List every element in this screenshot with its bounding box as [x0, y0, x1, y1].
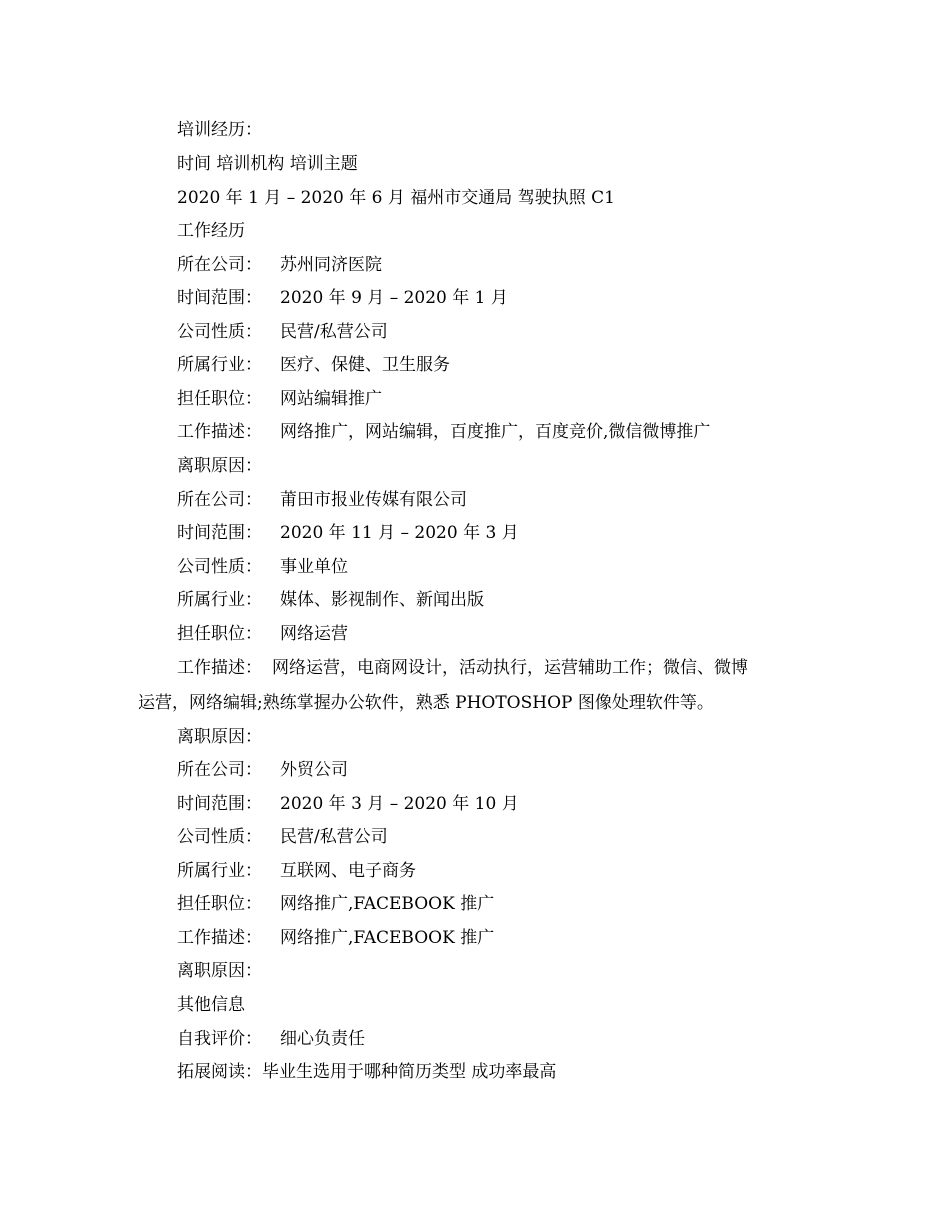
- desc-label: 工作描述：: [177, 422, 262, 442]
- nature-label: 公司性质：: [177, 827, 262, 847]
- job2-nature-row: [177, 555, 348, 579]
- training-heading: 培训经历：: [177, 120, 262, 140]
- job3-period-row: [177, 792, 519, 816]
- period-label: 时间范围：: [177, 288, 262, 308]
- position-label: 担任职位：: [177, 624, 262, 644]
- job1-period-row: [177, 286, 508, 310]
- job3-position-row: [177, 892, 494, 916]
- job2-desc-continuation: 运营，网络编辑;熟练掌握办公软件，熟悉 PHOTOSHOP 图像处理软件等。: [138, 693, 714, 713]
- job1-desc-row: [177, 420, 710, 444]
- job1-industry-row: [177, 353, 450, 377]
- job1-position-row: [177, 387, 382, 411]
- job2-leave-row: 离职原因：: [177, 727, 262, 747]
- job3-industry-row: [177, 859, 416, 883]
- extended-reading-label: 拓展阅读：: [177, 1062, 262, 1082]
- training-columns: 时间 培训机构 培训主题: [177, 154, 358, 174]
- job2-industry-row: [177, 588, 484, 612]
- job1-nature-row: [177, 320, 388, 344]
- period-value: 2020 年 9 月 – 2020 年 1 月: [280, 288, 508, 308]
- company-label: 所在公司：: [177, 490, 262, 510]
- desc-value: 网络推广，网站编辑，百度推广，百度竞价,微信微博推广: [280, 422, 711, 442]
- nature-value: 民营/私营公司: [280, 827, 388, 847]
- desc-value: 网络推广,FACEBOOK 推广: [280, 928, 495, 948]
- work-heading: 工作经历: [177, 221, 245, 241]
- company-label: 所在公司：: [177, 255, 262, 275]
- period-value: 2020 年 11 月 – 2020 年 3 月: [280, 523, 519, 543]
- nature-label: 公司性质：: [177, 322, 262, 342]
- company-value: 苏州同济医院: [280, 255, 382, 275]
- nature-value: 事业单位: [280, 557, 348, 577]
- position-label: 担任职位：: [177, 894, 262, 914]
- desc-label: 工作描述：: [177, 658, 262, 678]
- self-eval-value: 细心负责任: [280, 1029, 365, 1049]
- extended-reading-link[interactable]: 毕业生选用于哪种简历类型 成功率最高: [262, 1062, 557, 1082]
- job3-company-row: [177, 758, 348, 782]
- industry-label: 所属行业：: [177, 590, 262, 610]
- position-label: 担任职位：: [177, 389, 262, 409]
- position-value: 网络运营: [280, 624, 348, 644]
- period-label: 时间范围：: [177, 523, 262, 543]
- industry-value: 医疗、保健、卫生服务: [280, 355, 450, 375]
- job1-leave-row: 离职原因：: [177, 456, 262, 476]
- industry-label: 所属行业：: [177, 861, 262, 881]
- nature-label: 公司性质：: [177, 557, 262, 577]
- desc-label: 工作描述：: [177, 928, 262, 948]
- industry-label: 所属行业：: [177, 355, 262, 375]
- company-label: 所在公司：: [177, 760, 262, 780]
- job2-company-row: [177, 488, 467, 512]
- industry-value: 互联网、电子商务: [280, 861, 416, 881]
- training-entry: 2020 年 1 月 – 2020 年 6 月 福州市交通局 驾驶执照 C1: [177, 188, 615, 208]
- company-value: 莆田市报业传媒有限公司: [280, 490, 467, 510]
- period-label: 时间范围：: [177, 794, 262, 814]
- industry-value: 媒体、影视制作、新闻出版: [280, 590, 484, 610]
- nature-value: 民营/私营公司: [280, 322, 388, 342]
- position-value: 网站编辑推广: [280, 389, 382, 409]
- job3-leave-row: 离职原因：: [177, 961, 262, 981]
- extended-reading-row: [177, 1060, 556, 1084]
- job1-company-row: [177, 253, 382, 277]
- position-value: 网络推广,FACEBOOK 推广: [280, 894, 495, 914]
- company-value: 外贸公司: [280, 760, 348, 780]
- self-eval-row: [177, 1027, 365, 1051]
- period-value: 2020 年 3 月 – 2020 年 10 月: [280, 794, 519, 814]
- job3-desc-row: [177, 926, 494, 950]
- self-eval-label: 自我评价：: [177, 1029, 262, 1049]
- job2-desc-row: [177, 656, 748, 680]
- other-heading: 其他信息: [177, 995, 245, 1015]
- desc-value: 网络运营，电商网设计，活动执行，运营辅助工作；微信、微博: [272, 658, 748, 678]
- job3-nature-row: [177, 825, 388, 849]
- job2-position-row: [177, 622, 348, 646]
- job2-period-row: [177, 521, 519, 545]
